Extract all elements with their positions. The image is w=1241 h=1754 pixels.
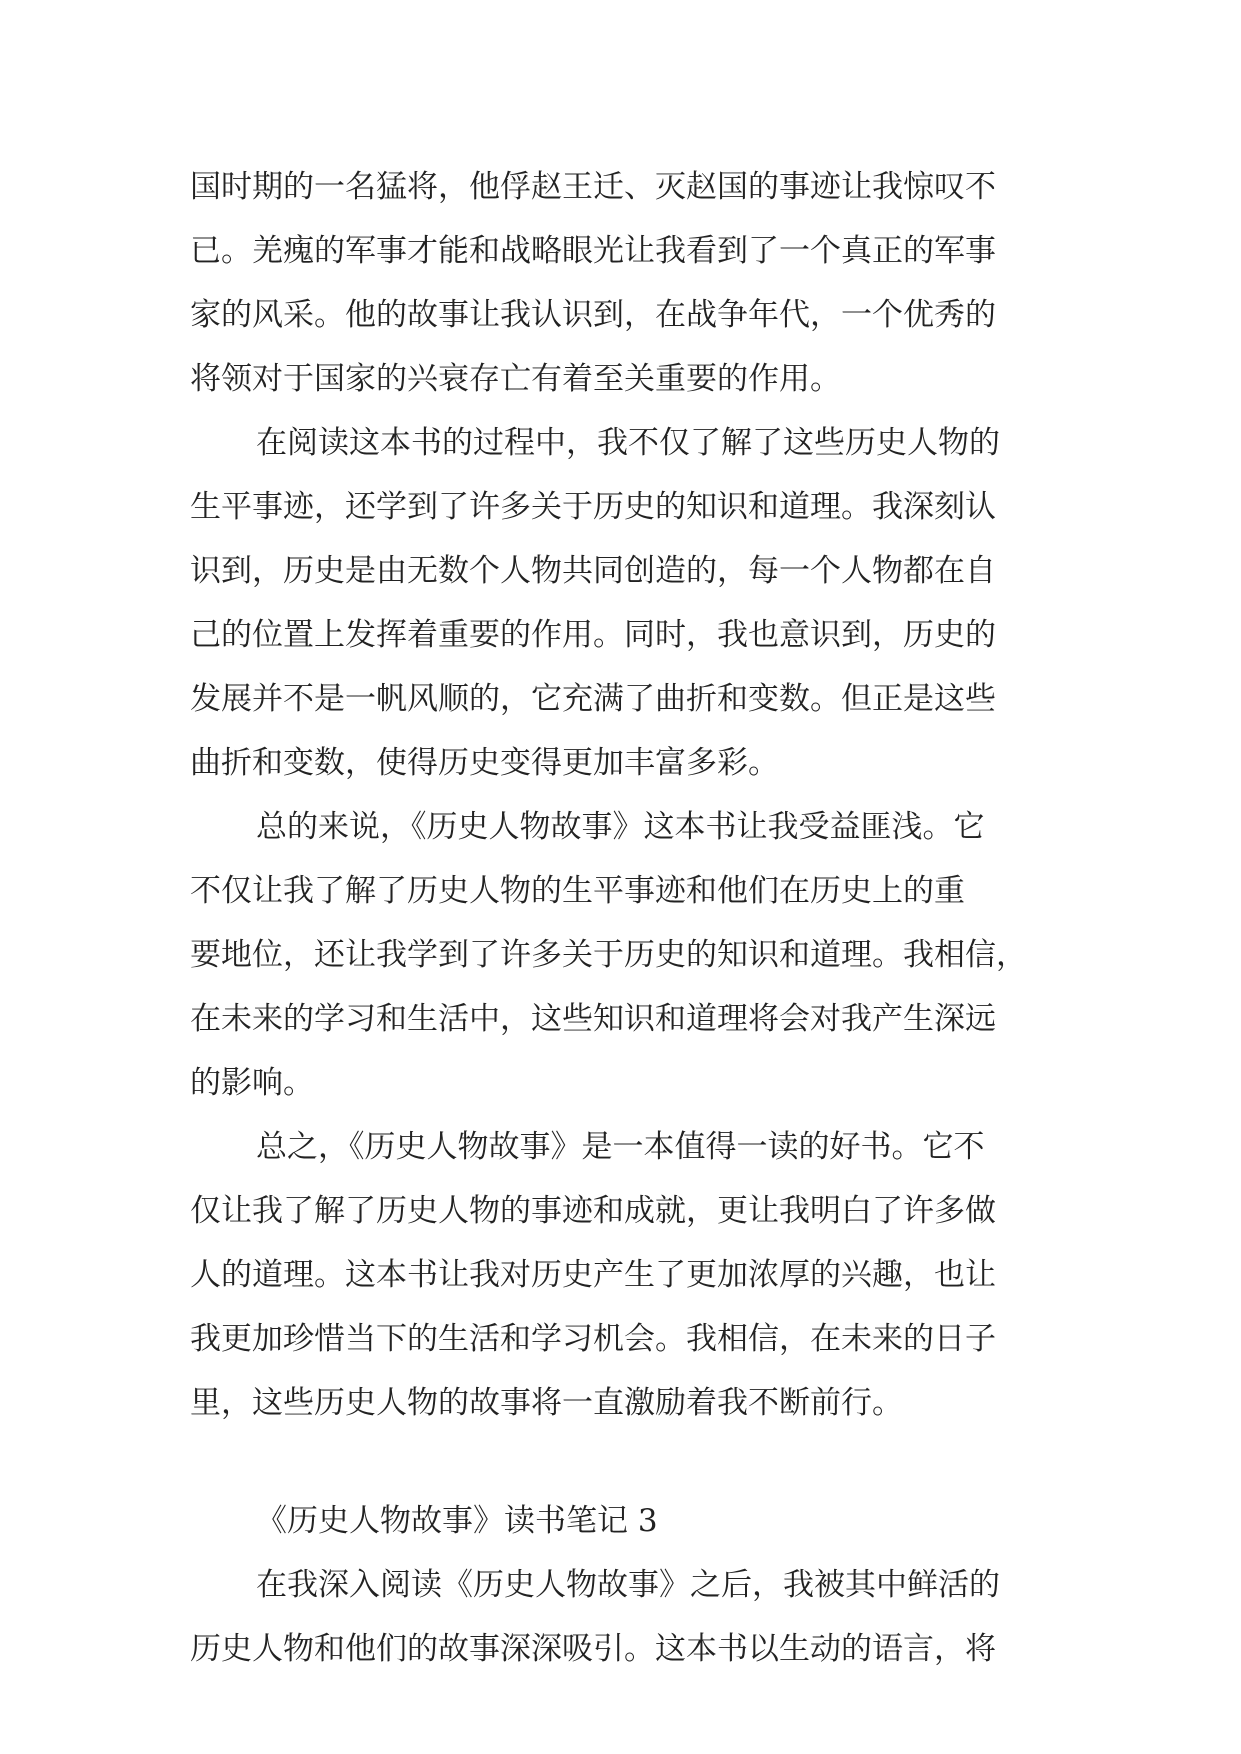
text-line: 我更加珍惜当下的生活和学习机会。我相信，在未来的日子: [190, 1321, 996, 1357]
text-line: 总之，《历史人物故事》是一本值得一读的好书。它不: [256, 1129, 985, 1165]
section-heading: 《历史人物故事》读书笔记 3: [256, 1503, 658, 1539]
paragraph: [190, 1115, 1056, 1435]
text-line: 要地位，还让我学到了许多关于历史的知识和道理。我相信，: [190, 937, 1027, 973]
text-line: 生平事迹，还学到了许多关于历史的知识和道理。我深刻认: [190, 489, 996, 525]
text-line: 在阅读这本书的过程中，我不仅了解了这些历史人物的: [256, 425, 1000, 461]
text-line: 仅让我了解了历史人物的事迹和成就，更让我明白了许多做: [190, 1193, 996, 1229]
text-line: 里，这些历史人物的故事将一直激励着我不断前行。: [190, 1385, 903, 1421]
text-line: 国时期的一名猛将，他俘赵王迁、灭赵国的事迹让我惊叹不: [190, 169, 996, 205]
text-line: 识到，历史是由无数个人物共同创造的，每一个人物都在自: [190, 553, 996, 589]
text-line: 在我深入阅读《历史人物故事》之后，我被其中鲜活的: [256, 1567, 1000, 1603]
text-line: 不仅让我了解了历史人物的生平事迹和他们在历史上的重: [190, 873, 965, 909]
paragraph: [190, 1553, 1056, 1681]
text-line: 人的道理。这本书让我对历史产生了更加浓厚的兴趣，也让: [190, 1257, 996, 1293]
text-line: 发展并不是一帆风顺的，它充满了曲折和变数。但正是这些: [190, 681, 996, 717]
text-line: 的影响。: [190, 1065, 314, 1101]
text-line: 已。羌瘣的军事才能和战略眼光让我看到了一个真正的军事: [190, 233, 996, 269]
text-line: 曲折和变数，使得历史变得更加丰富多彩。: [190, 745, 779, 781]
text-line: 历史人物和他们的故事深深吸引。这本书以生动的语言，将: [190, 1631, 996, 1667]
paragraph: [190, 155, 1056, 411]
text-line: 将领对于国家的兴衰存亡有着至关重要的作用。: [190, 361, 841, 397]
text-line: 己的位置上发挥着重要的作用。同时，我也意识到，历史的: [190, 617, 996, 653]
paragraph: [190, 411, 1056, 795]
text-line: 在未来的学习和生活中，这些知识和道理将会对我产生深远: [190, 1001, 996, 1037]
document-body: [190, 155, 1056, 1681]
text-line: 家的风采。他的故事让我认识到，在战争年代，一个优秀的: [190, 297, 996, 333]
text-line: 总的来说，《历史人物故事》这本书让我受益匪浅。它: [256, 809, 985, 845]
paragraph: [190, 795, 1056, 1115]
section-spacer: [190, 1435, 1056, 1489]
